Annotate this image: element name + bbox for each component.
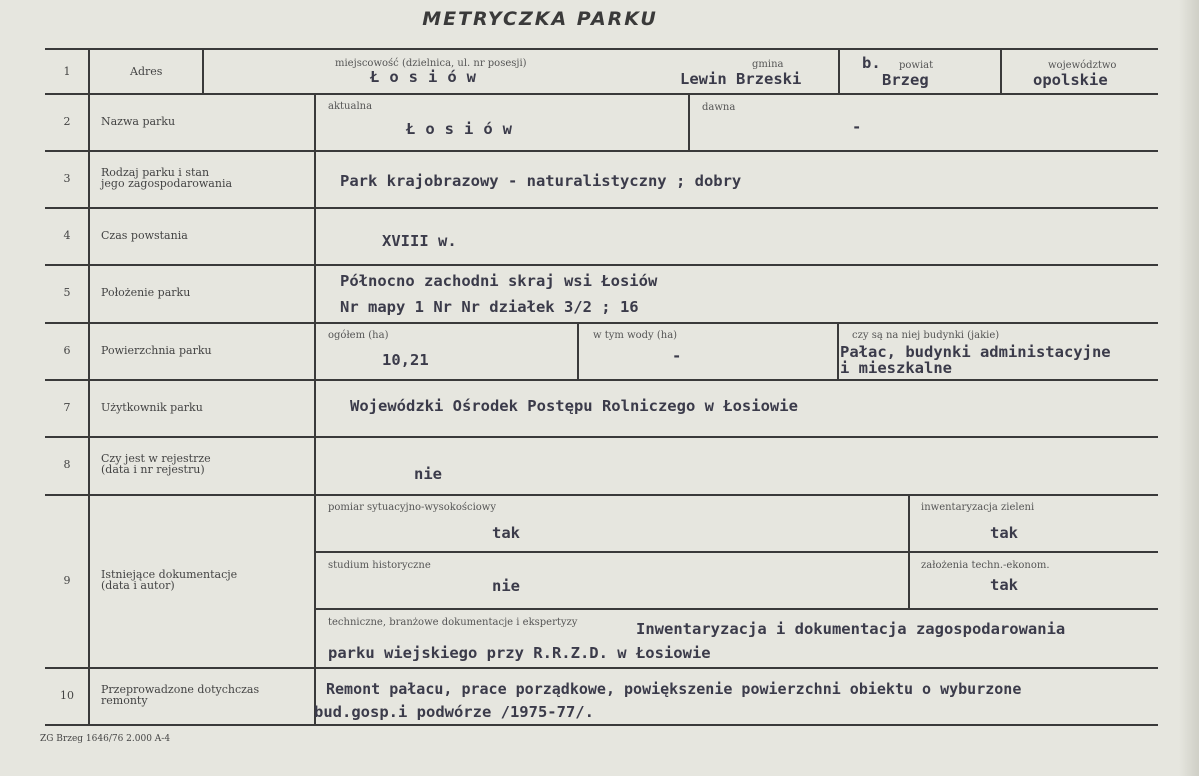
row-number: 2	[63, 115, 71, 128]
rule	[45, 150, 1158, 152]
buildings-line2: i mieszkalne	[840, 359, 952, 377]
rule	[45, 724, 1158, 726]
gmina-value: Lewin Brzeski	[680, 70, 802, 88]
area-total-header: ogółem (ha)	[328, 330, 389, 341]
techeco-header: założenia techn.-ekonom.	[921, 560, 1050, 571]
rule	[45, 264, 1158, 266]
powiat-prefix: b.	[862, 54, 881, 72]
row-number: 10	[60, 689, 74, 702]
rule-v	[838, 48, 840, 93]
rule-v	[837, 322, 839, 379]
rule	[45, 93, 1158, 95]
former-name-header: dawna	[702, 102, 736, 113]
row-label-address: Adres	[130, 65, 163, 78]
rule-v	[688, 93, 690, 150]
buildings-line1: Pałac, budynki administacyjne	[840, 343, 1111, 361]
gmina-header: gmina	[752, 59, 784, 70]
location-line2: Nr mapy 1 Nr Nr działek 3/2 ; 16	[340, 298, 639, 316]
row-label-park-name: Nazwa parku	[101, 115, 176, 128]
user-value: Wojewódzki Ośrodek Postępu Rolniczego w Łosiowie	[350, 397, 798, 415]
rule	[45, 379, 1158, 381]
survey-header: pomiar sytuacyjno-wysokościowy	[328, 502, 497, 513]
powiat-value: Brzeg	[882, 71, 929, 89]
current-name-header: aktualna	[328, 101, 373, 112]
rule	[45, 436, 1158, 438]
powiat-header: powiat	[899, 60, 934, 71]
row-label-location: Położenie parku	[101, 286, 191, 299]
register-value: nie	[414, 465, 442, 483]
former-name-value: -	[852, 118, 862, 136]
row-label-documentation: Istniejące dokumentacje (data i autor)	[101, 568, 238, 592]
row-number: 4	[63, 229, 71, 242]
row-label-user: Użytkownik parku	[101, 401, 203, 414]
row-label-era: Czas powstania	[101, 229, 188, 242]
location-line1: Północno zachodni skraj wsi Łosiów	[340, 272, 658, 290]
rule	[45, 207, 1158, 209]
row-number: 5	[63, 286, 71, 299]
rule-v	[908, 494, 910, 608]
row-label-area: Powierzchnia parku	[101, 344, 212, 357]
rule-v	[202, 48, 204, 93]
rule	[45, 322, 1158, 324]
water-value: -	[672, 347, 682, 365]
inventory-header: inwentaryzacja zieleni	[921, 502, 1035, 513]
area-total-value: 10,21	[382, 351, 429, 369]
rule	[45, 494, 1158, 496]
survey-value: tak	[492, 524, 520, 542]
form-title: METRYCZKA PARKU	[422, 8, 658, 30]
inventory-value: tak	[990, 524, 1018, 542]
row-label-repairs: Przeprowadzone dotychczas remonty	[101, 683, 260, 707]
row-label-register: Czy jest w rejestrze (data i nr rejestru)	[101, 452, 211, 476]
locality-value: Łosiów	[370, 68, 486, 86]
history-value: nie	[492, 577, 520, 595]
voivodeship-value: opolskie	[1033, 71, 1108, 89]
card-edge-shadow	[1179, 0, 1199, 776]
row-number: 6	[63, 344, 71, 357]
locality-header: miejscowość (dzielnica, ul. nr posesji)	[335, 58, 527, 69]
history-header: studium historyczne	[328, 560, 431, 571]
technical-line1: Inwentaryzacja i dokumentacja zagospodarowania	[636, 620, 1066, 638]
repairs-line2: bud.gosp.i podwórze /1975-77/.	[314, 703, 594, 721]
rule	[45, 48, 1158, 50]
rule-v	[577, 322, 579, 379]
print-footer: ZG Brzeg 1646/76 2.000 A-4	[40, 734, 171, 744]
technical-line2: parku wiejskiego przy R.R.Z.D. w Łosiowie	[328, 644, 711, 662]
row-label-park-type: Rodzaj parku i stan jego zagospodarowania	[101, 166, 233, 190]
rule	[315, 608, 1158, 610]
water-header: w tym wody (ha)	[593, 330, 678, 341]
row-number: 1	[63, 65, 71, 78]
repairs-line1: Remont pałacu, prace porządkowe, powiększenie powierzchni obiektu o wyburzone	[326, 680, 1022, 698]
current-name-value: Łosiów	[406, 120, 522, 138]
park-type-value: Park krajobrazowy - naturalistyczny ; dobry	[340, 172, 742, 190]
rule	[315, 551, 1158, 553]
rule-v	[314, 93, 316, 725]
techeco-value: tak	[990, 576, 1018, 594]
technical-header: techniczne, branżowe dokumentacje i ekspertyzy	[328, 617, 578, 628]
era-value: XVIII w.	[382, 232, 457, 250]
row-number: 8	[63, 458, 71, 471]
rule	[45, 667, 1158, 669]
rule-v	[88, 48, 90, 725]
rule-v	[1000, 48, 1002, 93]
voivodeship-header: województwo	[1048, 60, 1117, 71]
buildings-header: czy są na niej budynki (jakie)	[852, 330, 1000, 341]
row-number: 3	[63, 172, 71, 185]
row-number: 7	[63, 401, 71, 414]
row-number: 9	[63, 574, 71, 587]
